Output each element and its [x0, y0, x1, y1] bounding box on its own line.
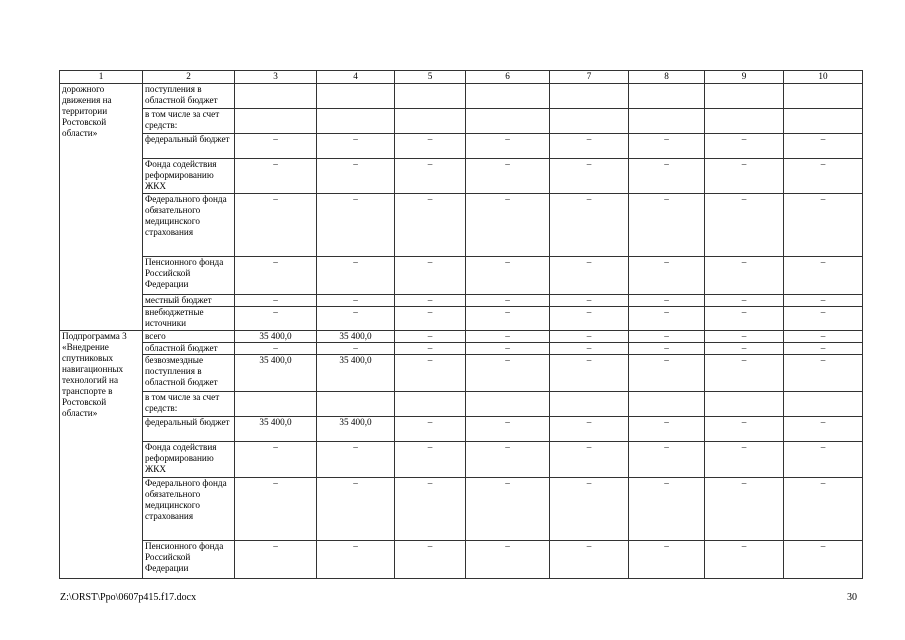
- year-amount-cell: –: [466, 134, 550, 159]
- year-amount-cell: –: [466, 355, 550, 392]
- funding-source-cell: поступления в областной бюджет: [143, 84, 235, 109]
- funding-source-cell: федеральный бюджет: [143, 134, 235, 159]
- amount-cell: [235, 84, 317, 109]
- year-amount-cell: –: [629, 417, 705, 442]
- amount-cell: 35 400,0: [235, 355, 317, 392]
- year-amount-cell: [395, 109, 466, 134]
- year-amount-cell: –: [395, 417, 466, 442]
- year-amount-cell: –: [395, 355, 466, 392]
- year-amount-cell: –: [784, 442, 863, 478]
- year-amount-cell: –: [629, 355, 705, 392]
- table-row: [60, 442, 863, 478]
- year-amount-cell: –: [705, 417, 784, 442]
- year-amount-cell: –: [784, 541, 863, 579]
- amount-cell: –: [317, 307, 395, 331]
- year-amount-cell: –: [705, 442, 784, 478]
- amount-cell: [235, 109, 317, 134]
- amount-cell: –: [235, 295, 317, 307]
- year-amount-cell: [629, 392, 705, 417]
- amount-cell: –: [235, 134, 317, 159]
- amount-cell: –: [235, 541, 317, 579]
- amount-cell: 35 400,0: [235, 331, 317, 343]
- table-row: [60, 307, 863, 331]
- amount-cell: –: [317, 194, 395, 257]
- table-row: [60, 159, 863, 194]
- year-amount-cell: –: [705, 541, 784, 579]
- amount-cell: –: [317, 541, 395, 579]
- year-amount-cell: –: [705, 134, 784, 159]
- year-amount-cell: [629, 109, 705, 134]
- year-amount-cell: [395, 84, 466, 109]
- header-cell: 6: [466, 71, 550, 84]
- year-amount-cell: –: [550, 442, 629, 478]
- header-cell: 3: [235, 71, 317, 84]
- year-amount-cell: –: [705, 194, 784, 257]
- header-cell: 8: [629, 71, 705, 84]
- funding-source-cell: Федерального фонда обязательного медицинского страхования: [143, 478, 235, 541]
- year-amount-cell: [705, 109, 784, 134]
- funding-source-cell: Пенсионного фонда Российской Федерации: [143, 257, 235, 295]
- year-amount-cell: –: [395, 194, 466, 257]
- table-row: [60, 392, 863, 417]
- year-amount-cell: –: [550, 541, 629, 579]
- funding-source-cell: в том числе за счет средств:: [143, 392, 235, 417]
- amount-cell: –: [235, 257, 317, 295]
- amount-cell: –: [317, 257, 395, 295]
- funding-source-cell: внебюджетные источники: [143, 307, 235, 331]
- year-amount-cell: –: [629, 478, 705, 541]
- funding-source-cell: Федерального фонда обязательного медицинского страхования: [143, 194, 235, 257]
- year-amount-cell: –: [466, 295, 550, 307]
- budget-table: [59, 70, 863, 579]
- year-amount-cell: –: [550, 331, 629, 343]
- year-amount-cell: –: [550, 478, 629, 541]
- table-row: [60, 417, 863, 442]
- amount-cell: –: [235, 442, 317, 478]
- program-block-b: [60, 331, 863, 579]
- amount-cell: [317, 84, 395, 109]
- year-amount-cell: [466, 392, 550, 417]
- year-amount-cell: –: [705, 478, 784, 541]
- program-block-a: [60, 84, 863, 331]
- year-amount-cell: –: [395, 134, 466, 159]
- year-amount-cell: –: [705, 295, 784, 307]
- year-amount-cell: –: [550, 343, 629, 355]
- year-amount-cell: –: [629, 159, 705, 194]
- year-amount-cell: –: [466, 442, 550, 478]
- amount-cell: –: [317, 159, 395, 194]
- header-cell: 1: [60, 71, 143, 84]
- table-row: [60, 343, 863, 355]
- table-row: [60, 194, 863, 257]
- year-amount-cell: [395, 392, 466, 417]
- amount-cell: –: [235, 343, 317, 355]
- header-cell: 9: [705, 71, 784, 84]
- funding-source-cell: местный бюджет: [143, 295, 235, 307]
- year-amount-cell: –: [395, 307, 466, 331]
- year-amount-cell: –: [550, 159, 629, 194]
- year-amount-cell: –: [466, 478, 550, 541]
- year-amount-cell: –: [784, 355, 863, 392]
- table-row: [60, 257, 863, 295]
- year-amount-cell: –: [705, 343, 784, 355]
- amount-cell: –: [317, 478, 395, 541]
- year-amount-cell: –: [395, 541, 466, 579]
- year-amount-cell: –: [395, 331, 466, 343]
- year-amount-cell: –: [395, 257, 466, 295]
- year-amount-cell: –: [705, 355, 784, 392]
- amount-cell: –: [317, 134, 395, 159]
- year-amount-cell: [784, 392, 863, 417]
- year-amount-cell: –: [629, 442, 705, 478]
- year-amount-cell: –: [395, 343, 466, 355]
- year-amount-cell: –: [466, 417, 550, 442]
- year-amount-cell: [550, 109, 629, 134]
- year-amount-cell: [466, 84, 550, 109]
- year-amount-cell: –: [705, 307, 784, 331]
- year-amount-cell: [550, 84, 629, 109]
- year-amount-cell: –: [784, 417, 863, 442]
- funding-source-cell: областной бюджет: [143, 343, 235, 355]
- year-amount-cell: –: [705, 159, 784, 194]
- year-amount-cell: –: [629, 331, 705, 343]
- year-amount-cell: –: [784, 307, 863, 331]
- amount-cell: –: [235, 159, 317, 194]
- table-row: [60, 331, 863, 343]
- year-amount-cell: –: [466, 307, 550, 331]
- footer-file-path: Z:\ORST\Ppo\0607p415.f17.docx: [60, 592, 197, 603]
- header-cell: 2: [143, 71, 235, 84]
- amount-cell: 35 400,0: [235, 417, 317, 442]
- amount-cell: –: [235, 307, 317, 331]
- year-amount-cell: –: [784, 194, 863, 257]
- year-amount-cell: [784, 109, 863, 134]
- year-amount-cell: [705, 84, 784, 109]
- amount-cell: –: [235, 194, 317, 257]
- year-amount-cell: –: [784, 343, 863, 355]
- year-amount-cell: –: [395, 295, 466, 307]
- year-amount-cell: –: [395, 442, 466, 478]
- year-amount-cell: –: [629, 307, 705, 331]
- year-amount-cell: –: [705, 331, 784, 343]
- year-amount-cell: –: [784, 134, 863, 159]
- funding-source-cell: безвозмездные поступления в областной бюджет: [143, 355, 235, 392]
- amount-cell: [235, 392, 317, 417]
- amount-cell: [317, 109, 395, 134]
- header-cell: 5: [395, 71, 466, 84]
- funding-source-cell: в том числе за счет средств:: [143, 109, 235, 134]
- year-amount-cell: –: [395, 478, 466, 541]
- year-amount-cell: –: [550, 307, 629, 331]
- amount-cell: 35 400,0: [317, 417, 395, 442]
- year-amount-cell: –: [629, 343, 705, 355]
- year-amount-cell: –: [550, 295, 629, 307]
- header-cell: 10: [784, 71, 863, 84]
- amount-cell: 35 400,0: [317, 355, 395, 392]
- year-amount-cell: –: [466, 194, 550, 257]
- header-cell: 4: [317, 71, 395, 84]
- year-amount-cell: –: [466, 331, 550, 343]
- amount-cell: [317, 392, 395, 417]
- header-cell: 7: [550, 71, 629, 84]
- year-amount-cell: [466, 109, 550, 134]
- year-amount-cell: –: [629, 295, 705, 307]
- funding-source-cell: Фонда содействия реформированию ЖКХ: [143, 159, 235, 194]
- funding-source-cell: Фонда содействия реформированию ЖКХ: [143, 442, 235, 478]
- table-row: [60, 478, 863, 541]
- funding-source-cell: всего: [143, 331, 235, 343]
- amount-cell: 35 400,0: [317, 331, 395, 343]
- funding-source-cell: федеральный бюджет: [143, 417, 235, 442]
- header-row: [60, 71, 863, 84]
- year-amount-cell: –: [629, 541, 705, 579]
- table-row: [60, 295, 863, 307]
- table-row: [60, 109, 863, 134]
- amount-cell: –: [235, 478, 317, 541]
- year-amount-cell: –: [629, 257, 705, 295]
- table-row: [60, 541, 863, 579]
- year-amount-cell: –: [629, 194, 705, 257]
- year-amount-cell: –: [466, 159, 550, 194]
- year-amount-cell: –: [550, 355, 629, 392]
- table-row: [60, 134, 863, 159]
- year-amount-cell: –: [395, 159, 466, 194]
- program-name-cell: Подпрограмма 3 «Внедрение спутниковых навигационных технологий на транспорте в Ростовской области»: [60, 331, 143, 579]
- year-amount-cell: [784, 84, 863, 109]
- funding-source-cell: Пенсионного фонда Российской Федерации: [143, 541, 235, 579]
- year-amount-cell: –: [550, 134, 629, 159]
- year-amount-cell: [629, 84, 705, 109]
- year-amount-cell: –: [784, 331, 863, 343]
- year-amount-cell: –: [466, 257, 550, 295]
- year-amount-cell: –: [466, 343, 550, 355]
- year-amount-cell: –: [784, 159, 863, 194]
- year-amount-cell: [550, 392, 629, 417]
- year-amount-cell: –: [705, 257, 784, 295]
- year-amount-cell: –: [784, 478, 863, 541]
- year-amount-cell: –: [466, 541, 550, 579]
- amount-cell: –: [317, 442, 395, 478]
- amount-cell: –: [317, 295, 395, 307]
- table-row: [60, 84, 863, 109]
- amount-cell: –: [317, 343, 395, 355]
- footer-page-number: 30: [847, 592, 857, 603]
- year-amount-cell: –: [550, 194, 629, 257]
- year-amount-cell: [705, 392, 784, 417]
- year-amount-cell: –: [784, 295, 863, 307]
- year-amount-cell: –: [784, 257, 863, 295]
- year-amount-cell: –: [629, 134, 705, 159]
- year-amount-cell: –: [550, 417, 629, 442]
- program-name-cell: дорожного движения на территории Ростовской области»: [60, 84, 143, 331]
- table-row: [60, 355, 863, 392]
- year-amount-cell: –: [550, 257, 629, 295]
